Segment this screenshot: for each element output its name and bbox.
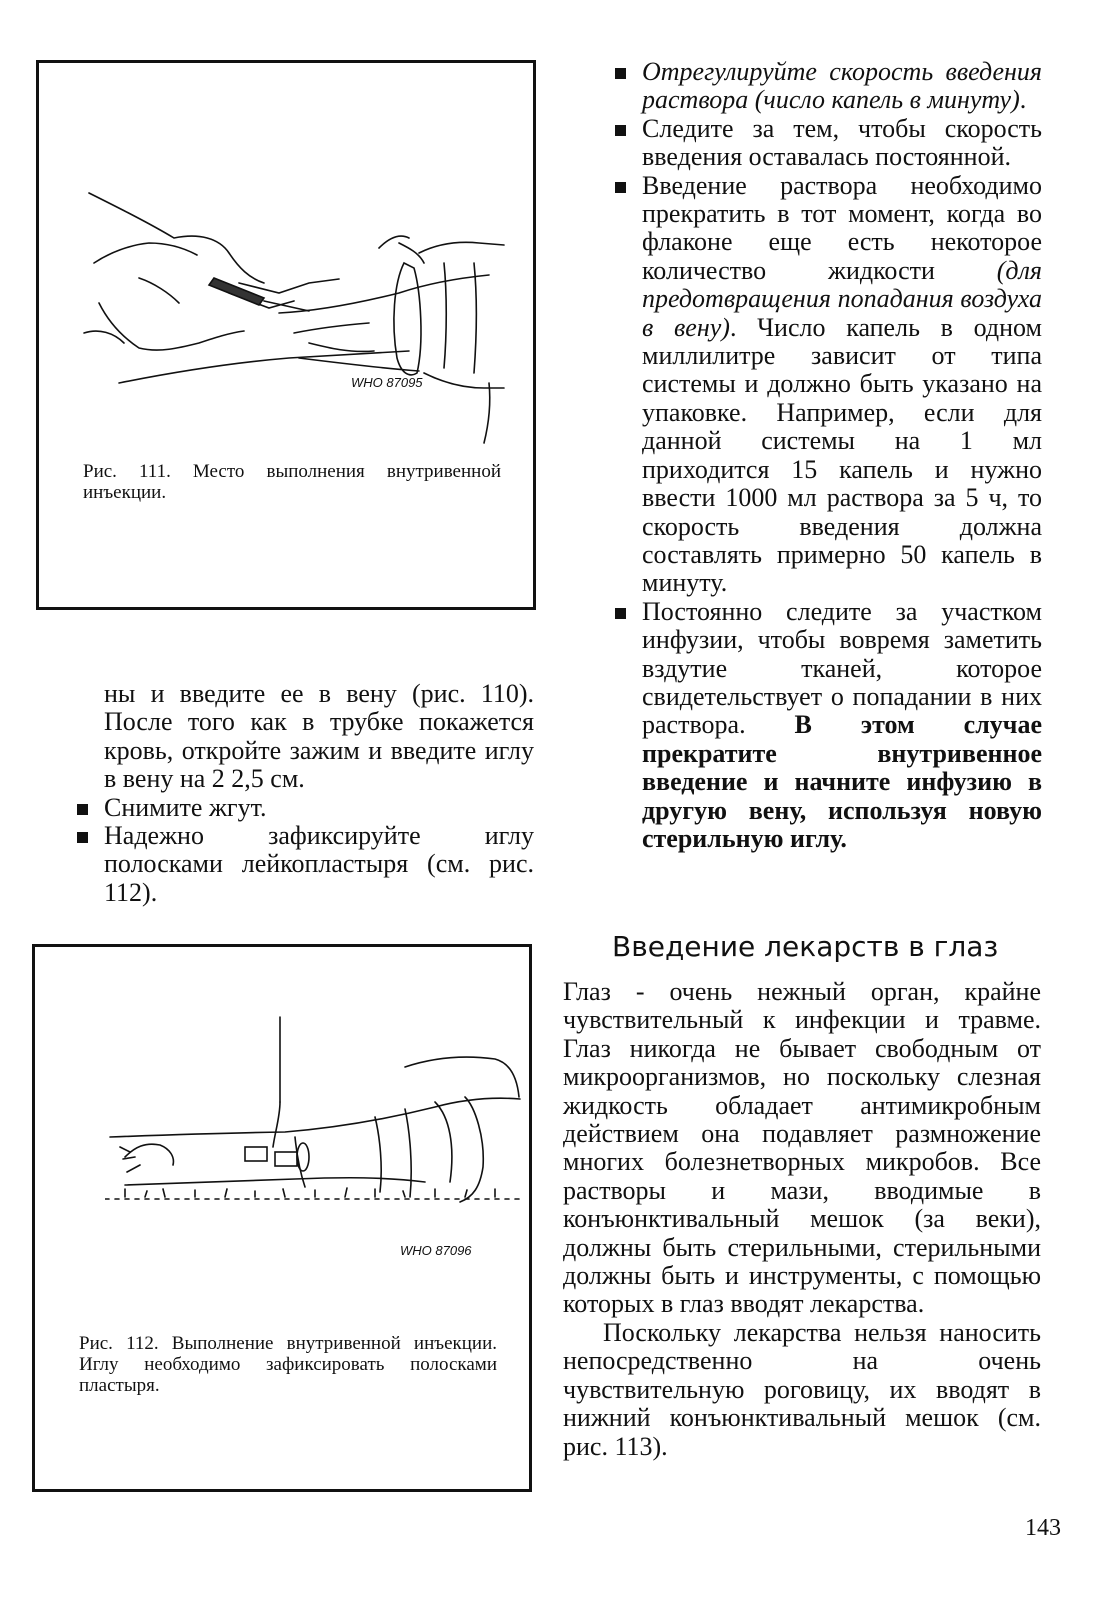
list-item-text: . Число капель в одном миллилитре зависит от типа системы и должно быть указано на упаковке. Например, если для данной системы на 1 мл приходится 15 капель и нужно ввести 1000 мл раствора за 5 ч, то скорость введения должна составлять примерно 50 капель в минуту. [642, 312, 1042, 598]
bullet-icon [77, 804, 88, 815]
arm-drip-illustration [105, 1007, 525, 1247]
list-item [610, 58, 1042, 115]
list-item-italic: (число капель в минуту) [754, 85, 1020, 115]
list-item-text: Постоянно следите за участком инфузии, чтобы вовремя заметить вздутие тканей, которое свидетельствует о попадании в них раствора. [642, 596, 1042, 740]
list-item-text: Введение раствора необходимо прекратить в тот момент, когда во флаконе еще есть некоторое количество жидкости [642, 170, 1042, 285]
bullet-icon [77, 832, 88, 843]
list-item [610, 172, 1042, 598]
list-item-text: Надежно зафиксируйте иглу полосками лейкопластыря (см. рис. 112). [104, 821, 534, 907]
list-item-bold: В этом случае прекратите внутривенное введение и начните инфузию в другую вену, используя новую стерильную иглу. [642, 710, 1042, 853]
list-item-text: Снимите жгут. [104, 792, 267, 822]
bullet-icon [615, 182, 626, 193]
figure-112-caption: Рис. 112. Выполнение внутривенной инъекции. Иглу необходимо зафиксировать полосками пластыря. [79, 1333, 497, 1396]
bullet-icon [615, 608, 626, 619]
list-item-italic: Отрегулируйте скорость введения раствора [642, 57, 1042, 115]
list-item [72, 822, 534, 907]
section-paragraph: Поскольку лекарства нельзя наносить непосредственно на очень чувствительную роговицу, их вводят в нижний конъюнктивальный мешок (см. рис. 113). [563, 1317, 1041, 1461]
injection-arm-illustration [79, 183, 509, 453]
list-item-text: . [1019, 85, 1027, 115]
figure-111-code: WHO 87095 [351, 375, 423, 390]
bullet-icon [615, 125, 626, 136]
bullet-icon [615, 68, 626, 79]
list-item [610, 598, 1042, 854]
figure-112-code: WHO 87096 [400, 1243, 472, 1258]
figure-111 [36, 60, 536, 610]
list-item [610, 115, 1042, 172]
section-heading: Введение лекарств в глаз [612, 930, 999, 963]
list-item-italic: (для предотвращения попадания воздуха в вену) [642, 255, 1042, 342]
section-body [563, 978, 1041, 1461]
list-item [72, 794, 534, 822]
continuation-paragraph: ны и введите ее в вену (рис. 110). После того как в трубке покажется кровь, откройте зажим и введите иглу в вену на 2 2,5 см. [104, 679, 534, 794]
right-column [610, 58, 1042, 853]
list-item-text: Следите за тем, чтобы скорость введения оставалась постоянной. [642, 113, 1042, 172]
figure-111-caption: Рис. 111. Место выполнения внутривенной инъекции. [83, 461, 501, 503]
page-number: 143 [1025, 1515, 1061, 1541]
left-column [72, 680, 534, 907]
figure-112 [32, 944, 532, 1492]
section-paragraph: Глаз - очень нежный орган, крайне чувствительный к инфекции и травме. Глаз никогда не бывает свободным от микроорганизмов, но поскольку слезная жидкость обладает антимикробным действием она подавляет размножение многих болезнетворных микробов. Все растворы и мази, вводимые в конъюнктивальный мешок (за веки), должны быть стерильными, стерильными должны быть и инструменты, с помощью которых в глаз вводят лекарства. [563, 977, 1041, 1319]
